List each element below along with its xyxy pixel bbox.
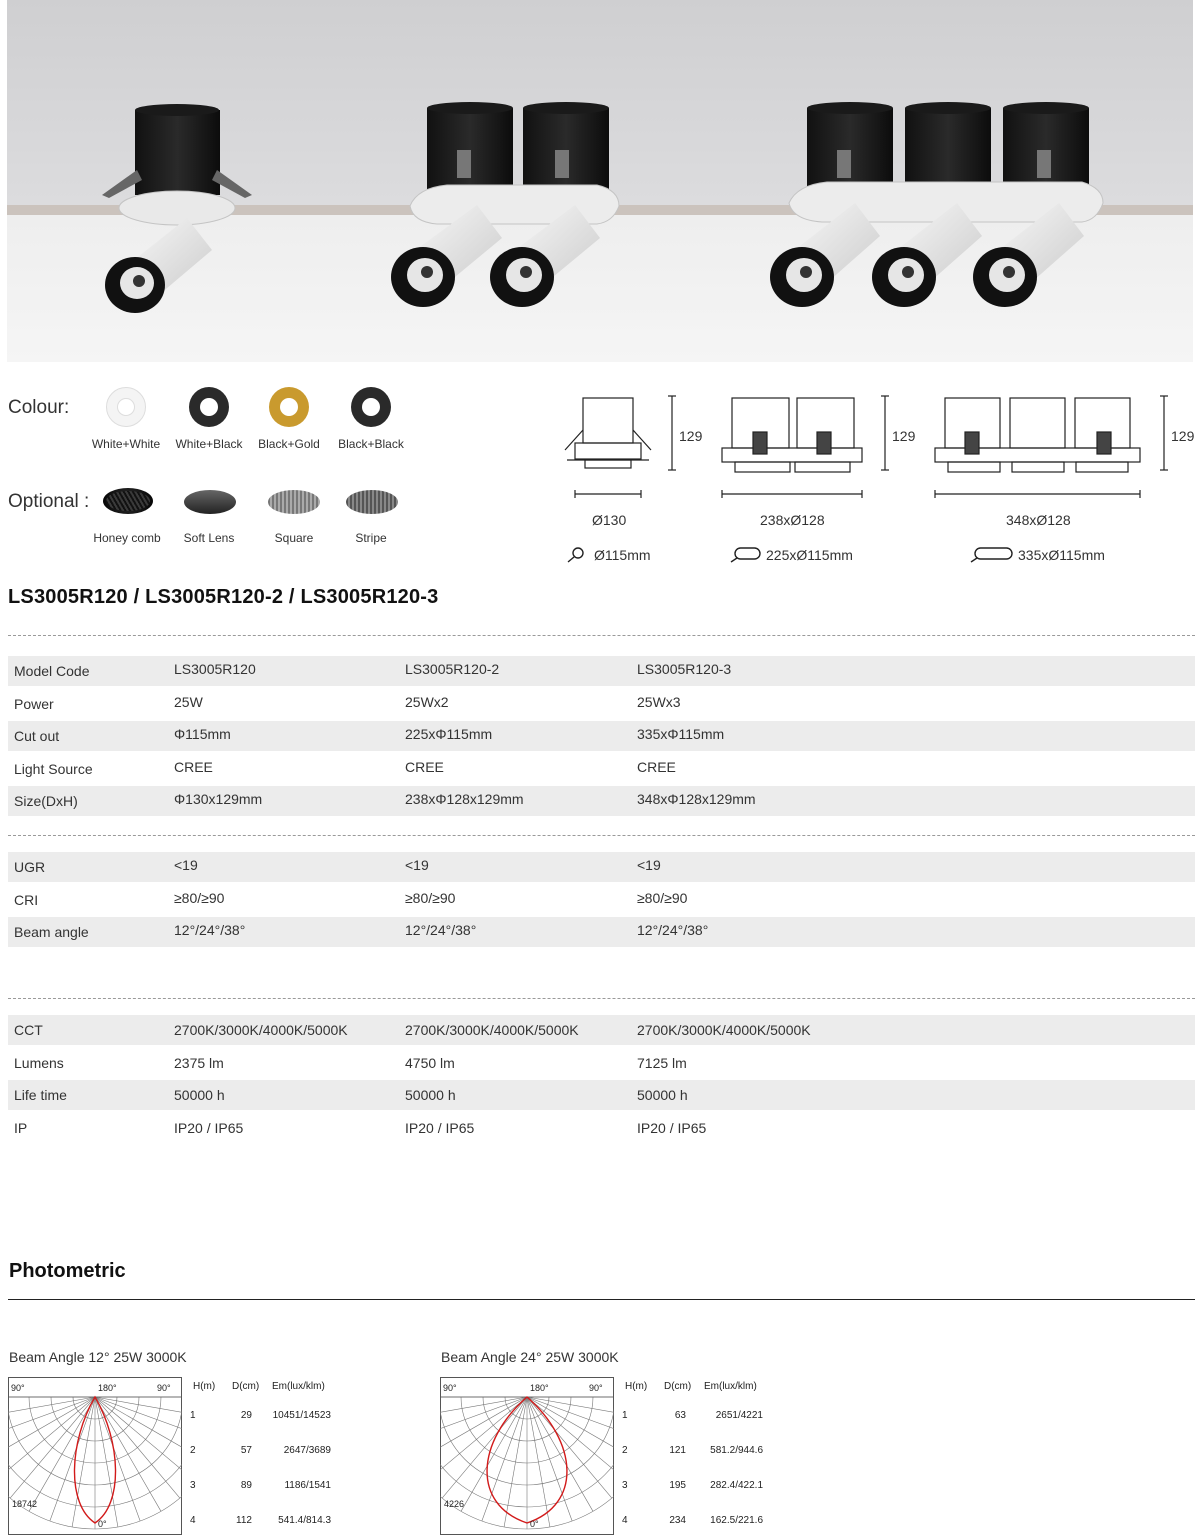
divider (8, 835, 1195, 836)
spec-row (8, 1113, 1195, 1143)
spec-row (8, 754, 1195, 784)
spec-value: Φ115mm (174, 726, 231, 742)
angle-label: 90° (11, 1383, 25, 1393)
polar-spoke (95, 1397, 182, 1420)
height-cell: 2 (190, 1445, 196, 1456)
divider (8, 998, 1195, 999)
table-header: H(m) (193, 1381, 216, 1392)
height-cell: 3 (622, 1480, 628, 1491)
spec-value: 225xΦ115mm (405, 726, 493, 742)
optional-option-label: Honey comb (93, 531, 161, 545)
spec-value: 335xΦ115mm (637, 726, 725, 742)
height-cell: 3 (190, 1480, 196, 1491)
table-header: D(cm) (664, 1381, 692, 1392)
size-dimension: 238xØ128 (760, 512, 825, 528)
spec-value: 50000 h (174, 1087, 225, 1103)
table-header: D(cm) (232, 1381, 260, 1392)
spec-label: CCT (14, 1022, 43, 1038)
spec-row (8, 1080, 1195, 1110)
spec-value: 12°/24°/38° (174, 922, 246, 938)
spec-value: 25Wx2 (405, 694, 449, 710)
diameter-cell: 234 (669, 1515, 686, 1526)
spec-row (8, 721, 1195, 751)
spec-value: IP20 / IP65 (405, 1120, 475, 1136)
illuminance-cell: 2647/3689 (283, 1445, 331, 1456)
soft-lens-accessory-image (184, 490, 236, 514)
swatch-white-white (106, 387, 146, 427)
spec-row (8, 885, 1195, 915)
spec-label: Power (14, 696, 54, 712)
height-cell: 2 (622, 1445, 628, 1456)
illuminance-cell: 282.4/422.1 (710, 1480, 763, 1491)
optional-label: Optional : (8, 491, 90, 512)
divider (8, 635, 1195, 636)
spec-value: <19 (174, 857, 198, 873)
diameter-cell: 121 (669, 1445, 686, 1456)
spec-label: Size(DxH) (14, 793, 78, 809)
table-header: Em(lux/klm) (272, 1381, 325, 1392)
diameter-cell: 195 (669, 1480, 686, 1491)
colour-option-label: White+Black (175, 437, 243, 451)
spec-label: IP (14, 1120, 28, 1136)
cutout-size: Ø115mm (594, 547, 651, 563)
colour-option-label: White+White (91, 437, 161, 451)
angle-label: 0° (98, 1519, 107, 1529)
diameter-cell: 63 (674, 1410, 686, 1421)
angle-label: 90° (157, 1383, 171, 1393)
illuminance-cell: 1186/1541 (284, 1480, 331, 1491)
spec-label: CRI (14, 892, 39, 908)
spec-value: 238xΦ128x129mm (405, 791, 524, 807)
spec-value: LS3005R120-3 (637, 661, 732, 677)
spec-row (8, 917, 1195, 947)
polar-spoke (8, 1397, 95, 1420)
angle-label: 0° (530, 1519, 539, 1529)
triple-cutout-icon (970, 547, 1014, 563)
dimension-drawings (555, 390, 1200, 505)
spec-value: 25W (174, 694, 203, 710)
angle-label: 180° (98, 1383, 117, 1393)
polar-spoke (527, 1397, 614, 1420)
height-dimension: 129 (679, 428, 703, 444)
spec-value: 4750 lm (405, 1055, 455, 1071)
height-cell: 4 (622, 1515, 628, 1526)
spec-label: Light Source (14, 761, 93, 777)
spec-value: 12°/24°/38° (405, 922, 477, 938)
optional-option-label: Stripe (355, 531, 387, 545)
spec-row (8, 656, 1195, 686)
polar-spoke (440, 1397, 527, 1420)
spec-value: CREE (405, 759, 444, 775)
spec-value: IP20 / IP65 (174, 1120, 244, 1136)
table-header: H(m) (625, 1381, 648, 1392)
spec-value: Φ130x129mm (174, 791, 263, 807)
spec-label: UGR (14, 859, 46, 875)
spec-label: Life time (14, 1087, 67, 1103)
spec-value: <19 (405, 857, 429, 873)
spec-value: 2700K/3000K/4000K/5000K (405, 1022, 579, 1038)
height-cell: 1 (190, 1410, 196, 1421)
swatch-white-black (189, 387, 229, 427)
diameter-cell: 29 (240, 1410, 252, 1421)
round-cutout-icon (566, 547, 586, 563)
stripe-accessory-image (346, 490, 398, 514)
spec-value: ≥80/≥90 (405, 890, 456, 906)
optional-option-label: Square (274, 531, 314, 545)
spec-value: 348xΦ128x129mm (637, 791, 756, 807)
spec-label: Cut out (14, 728, 60, 744)
illuminance-cell: 541.4/814.3 (278, 1515, 331, 1526)
illuminance-cell: 162.5/221.6 (710, 1515, 763, 1526)
spec-value: ≥80/≥90 (174, 890, 225, 906)
illuminance-cell: 10451/14523 (272, 1410, 331, 1421)
spec-row (8, 689, 1195, 719)
spec-row (8, 1015, 1195, 1045)
spec-row (8, 786, 1195, 816)
cutout-size: 335xØ115mm (1018, 547, 1105, 563)
height-cell: 4 (190, 1515, 196, 1526)
spec-value: 2700K/3000K/4000K/5000K (174, 1022, 348, 1038)
height-dimension: 129 (892, 428, 916, 444)
illuminance-cell: 581.2/944.6 (710, 1445, 763, 1456)
spec-value: CREE (637, 759, 676, 775)
height-dimension: 129 (1171, 428, 1195, 444)
spec-row (8, 1048, 1195, 1078)
diameter-cell: 57 (240, 1445, 252, 1456)
spec-value: 7125 lm (637, 1055, 687, 1071)
angle-label: 180° (530, 1383, 549, 1393)
swatch-black-gold (269, 387, 309, 427)
honeycomb-accessory-image (103, 488, 153, 514)
photometric-heading: Photometric (9, 1260, 126, 1282)
height-cell: 1 (622, 1410, 628, 1421)
polar-spoke (8, 1397, 95, 1463)
spec-value: 25Wx3 (637, 694, 681, 710)
swatch-black-black (351, 387, 391, 427)
diameter-cell: 89 (240, 1480, 252, 1491)
colour-option-label: Black+Black (338, 437, 404, 451)
table-header: Em(lux/klm) (704, 1381, 757, 1392)
spec-value: 50000 h (405, 1087, 456, 1103)
polar-grid (440, 1397, 614, 1529)
divider (8, 1299, 1195, 1300)
spec-value: 2375 lm (174, 1055, 224, 1071)
spec-label: Lumens (14, 1055, 64, 1071)
cutout-size: 225xØ115mm (766, 547, 853, 563)
beam-block-title: Beam Angle 12° 25W 3000K (9, 1349, 187, 1365)
polar-spoke (440, 1397, 527, 1463)
peak-intensity-label: 18742 (12, 1499, 38, 1509)
spec-value: 12°/24°/38° (637, 922, 709, 938)
angle-label: 90° (589, 1383, 603, 1393)
spec-value: LS3005R120-2 (405, 661, 500, 677)
polar-diagram (8, 1377, 182, 1535)
size-dimension: 348xØ128 (1006, 512, 1071, 528)
polar-spoke (527, 1397, 614, 1463)
spec-value: CREE (174, 759, 213, 775)
spec-label: Model Code (14, 663, 90, 679)
beam-block-title: Beam Angle 24° 25W 3000K (441, 1349, 619, 1365)
peak-intensity-label: 4226 (444, 1499, 465, 1509)
optional-option-label: Soft Lens (183, 531, 235, 545)
colour-label: Colour: (8, 397, 70, 418)
polar-spoke (95, 1397, 182, 1463)
spec-value: IP20 / IP65 (637, 1120, 707, 1136)
spec-row (8, 852, 1195, 882)
product-hero-image (7, 0, 1193, 362)
polar-grid (8, 1397, 182, 1529)
spec-value: <19 (637, 857, 661, 873)
square-accessory-image (268, 490, 320, 514)
double-cutout-icon (730, 547, 762, 563)
polar-diagram (440, 1377, 614, 1535)
spec-value: ≥80/≥90 (637, 890, 688, 906)
diameter-cell: 112 (236, 1515, 252, 1526)
spec-value: 2700K/3000K/4000K/5000K (637, 1022, 811, 1038)
spec-value: 50000 h (637, 1087, 688, 1103)
illuminance-cell: 2651/4221 (715, 1410, 763, 1421)
spec-value: LS3005R120 (174, 661, 256, 677)
angle-label: 90° (443, 1383, 457, 1393)
spec-label: Beam angle (14, 924, 89, 940)
product-title: LS3005R120 / LS3005R120-2 / LS3005R120-3 (8, 586, 439, 608)
size-dimension: Ø130 (592, 512, 627, 528)
colour-option-label: Black+Gold (258, 437, 320, 451)
